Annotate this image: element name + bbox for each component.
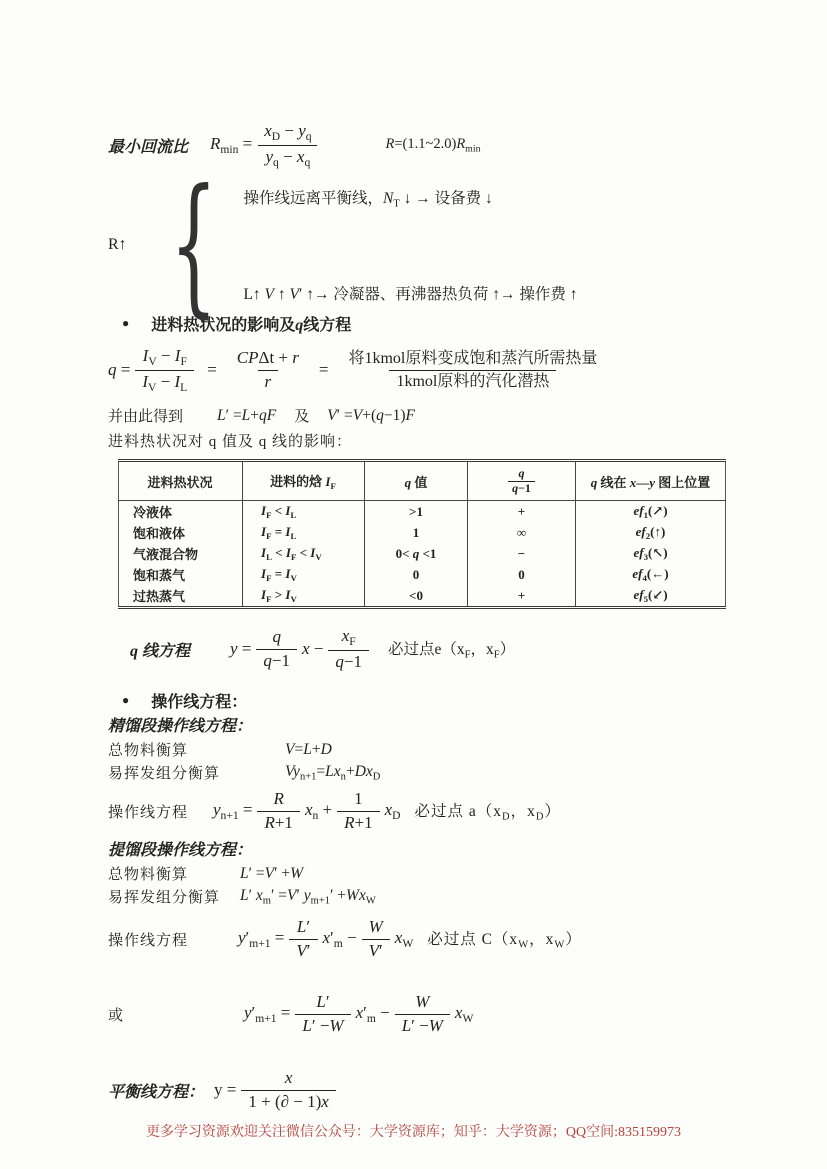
alt-frac1 [295, 991, 350, 1037]
cell-q-value: 0< q <1 [365, 543, 468, 564]
table-row [119, 501, 726, 523]
rect-op-lhs: $y_{n+1}$ = [213, 799, 253, 823]
qline-frac1-num: q [272, 627, 281, 647]
qline-frac2-num: $x_F$ [341, 625, 356, 648]
qline-frac1-den: q−1 [256, 649, 297, 672]
stripping-title: 提馏段操作线方程： [108, 842, 253, 859]
alt-frac1-num: L′ [316, 992, 330, 1012]
cell-enthalpy: $I_L < I_F < I_V$ [243, 543, 365, 564]
rectifying-component-balance [108, 761, 720, 784]
component-balance-formula: $Vy_{n+1}=Lx_n+Dx_D$ [285, 762, 381, 783]
header-q-fraction [508, 467, 535, 496]
cell-enthalpy: $I_F = I_V$ [243, 564, 365, 585]
q-eq-frac3-den: 1kmol原料的汽化潜热 [389, 370, 556, 392]
bullet-icon: ● [122, 693, 130, 707]
rmin-fraction [257, 120, 318, 171]
rect-op-mid: $x_n$ + [304, 799, 333, 823]
q-eq-equals1: = [207, 360, 217, 379]
cell-feed-type: 过热蒸气 [133, 589, 186, 604]
alt-frac2 [395, 991, 450, 1037]
equil-lhs: y = [214, 1080, 237, 1099]
cell-feed-type: 气液混合物 [133, 547, 199, 562]
table-row [119, 564, 726, 585]
rect-op-frac1 [257, 788, 299, 834]
strip-op-frac2-den: V′ [362, 939, 390, 962]
header-q-fraction-den: q−1 [508, 481, 535, 496]
component-balance-formula: L′ $x_m' =V'$ $y_{m+1}' +Wx_W$ [240, 886, 376, 907]
strip-op-frac2-num: W [368, 917, 383, 937]
cell-q-value: >1 [365, 501, 468, 523]
qline-lhs: y = [230, 639, 252, 658]
rmin-label: 最小回流比 [108, 138, 189, 156]
r-effect-lines [243, 186, 577, 304]
table-row [119, 543, 726, 564]
cell-enthalpy: $I_F < I_L$ [243, 501, 365, 523]
cell-enthalpy: $I_F > I_V$ [243, 585, 365, 608]
feed-condition-table [118, 459, 726, 609]
page-content [108, 112, 720, 1118]
qline-label: q 线方程 [130, 642, 191, 660]
strip-op-frac1-num: L′ [296, 917, 311, 937]
table-header-row [119, 461, 726, 501]
rect-op-frac1-den: R+1 [257, 811, 299, 834]
cell-q-value: 1 [365, 522, 468, 543]
rmin-lhs: $R_{min}$ = [210, 133, 253, 157]
operating-line-label: 操作线方程 [108, 804, 189, 821]
alt-frac2-num: W [415, 992, 430, 1012]
header-q-fraction-num: q [518, 465, 525, 480]
q-eq-equals2: = [318, 360, 329, 379]
cell-q-ratio: ∞ [468, 522, 576, 543]
rect-passing-point: 必过点 $a(x_D$，$x_D$） [414, 803, 561, 823]
reflux-ratio-note: $R=(1.1\sim 2.0)R_{min}$ [385, 135, 481, 155]
q-eq-frac1 [135, 345, 194, 396]
or-label: 或 [108, 1007, 124, 1024]
cell-q-value: 0 [365, 564, 468, 585]
equilibrium-label: 平衡线方程： [108, 1083, 205, 1101]
rect-op-rhs: $x_D$ [384, 799, 401, 823]
rect-op-frac2-den: R+1 [337, 811, 379, 834]
component-balance-label: 易挥发组分衡算 [108, 766, 221, 782]
cell-feed-type: 饱和液体 [133, 526, 186, 541]
total-balance-formula: L′ =V′ +W [240, 864, 304, 882]
q-eq-frac3 [341, 348, 604, 391]
strip-op-lhs: $y'_{m+1}$ = [238, 927, 285, 951]
cell-qline-position: $ef_4(\leftarrow)$ [576, 564, 726, 585]
q-eq-lhs: q = [108, 360, 131, 379]
q-definition-equation [108, 341, 720, 399]
strip-op-rhs: $x_W$ [394, 927, 414, 951]
q-eq-frac2 [230, 347, 306, 393]
section-operating-lines [122, 689, 720, 712]
component-balance-label: 易挥发组分衡算 [108, 890, 221, 906]
cell-q-value: <0 [365, 585, 468, 608]
header-q-value: q 值 [365, 461, 468, 501]
header-feed-condition: 进料热状况 [119, 461, 243, 501]
rmin-numerator: $x_D - y_q$ [264, 120, 312, 143]
alt-rhs: $x_W$ [454, 1002, 474, 1026]
derived-and: 及 [294, 409, 310, 425]
cell-q-ratio: − [468, 543, 576, 564]
derived-intro: 并由此得到 [108, 409, 184, 425]
total-balance-label: 总物料衡算 [108, 867, 189, 883]
rectifying-total-balance [108, 738, 720, 761]
stripping-component-balance [108, 885, 720, 908]
cell-q-ratio: + [468, 501, 576, 523]
q-eq-frac3-num: 将1kmol原料变成饱和蒸汽所需热量 [348, 350, 598, 368]
qline-equation-row [108, 623, 720, 675]
rectifying-section [108, 716, 720, 836]
table-intro: 进料热状况对 q 值及 q 线的影响： [108, 434, 353, 450]
strip-passing-point: 必过点 $C(x_W$，$x_W$） [427, 931, 582, 951]
strip-op-mid: $x'_m$ − [322, 927, 357, 951]
strip-op-frac1 [289, 916, 317, 962]
equil-numerator: x [284, 1068, 293, 1088]
table-row [119, 585, 726, 608]
cell-qline-position: $ef_2(↑)$ [576, 522, 726, 543]
operating-line-label: 操作线方程 [108, 932, 189, 949]
rmin-denominator: $y_q - x_q$ [258, 145, 317, 171]
derived-formula-2: V′ =V+(q−1)F [327, 406, 415, 424]
cell-qline-position: $ef_5(↙)$ [576, 585, 726, 608]
rectifying-operating-line [108, 786, 720, 836]
qline-passing-point: 必过点$e(x_F$，$x_F$） [387, 641, 516, 661]
derived-formula-1: L′ =L+qF [217, 406, 277, 424]
qline-frac2 [328, 625, 369, 673]
stripping-section [108, 840, 720, 964]
rect-op-frac1-num: R [273, 789, 284, 809]
cell-qline-position: $ef_3(↖)$ [576, 543, 726, 564]
alt-lhs: $y'_{m+1}$ = [244, 1002, 291, 1026]
cell-q-ratio: 0 [468, 564, 576, 585]
promo-footer: 更多学习资源欢迎关注微信公众号：大学资源库；知乎：大学资源；QQ空间:835159973 [145, 1125, 682, 1140]
q-eq-frac1-den: $I_V - I_L$ [135, 370, 194, 396]
cell-enthalpy: $I_F = I_L$ [243, 522, 365, 543]
header-feed-enthalpy: 进料的焓 $I_F$ [243, 461, 365, 501]
cell-feed-type: 冷液体 [133, 505, 173, 520]
r-effect-line-operation: L↑ V ↑ V′ ↑→ 冷凝器、再沸器热负荷 ↑→ 操作费 ↑ [243, 286, 578, 303]
table-row [119, 522, 726, 543]
brace-icon: { [169, 158, 218, 332]
qline-frac2-den: q−1 [328, 650, 369, 673]
r-up-label: R↑ [108, 236, 127, 253]
alt-mid: $x'_m$ − [355, 1002, 390, 1026]
cell-q-ratio: + [468, 585, 576, 608]
equilibrium-line-equation [108, 1062, 720, 1118]
section-operating-lines-title: 操作线方程： [151, 694, 248, 711]
q-eq-frac2-num: CPΔt + r [236, 348, 299, 368]
stripping-total-balance [108, 862, 720, 885]
header-qline-position: q 线在 x—y 图上位置 [576, 461, 726, 501]
rect-op-frac2-num: 1 [354, 789, 363, 809]
q-eq-frac2-den: r [258, 370, 279, 393]
alt-frac1-den: L′ −W [295, 1014, 350, 1037]
derived-relations-line [108, 405, 720, 426]
q-eq-frac1-num: $I_V - I_F$ [142, 345, 187, 368]
strip-op-frac2 [362, 916, 390, 962]
qline-mid: x − [301, 639, 324, 658]
equil-fraction [241, 1067, 335, 1113]
alternative-operating-line [108, 986, 720, 1042]
qline-frac1 [256, 626, 297, 672]
total-balance-formula: V=L+D [285, 740, 332, 758]
rect-op-frac2 [337, 788, 379, 834]
header-q-over-q-minus-1 [468, 461, 576, 501]
bullet-icon: ● [122, 316, 130, 330]
stripping-operating-line [108, 914, 720, 964]
r-effect-line-equipment: 操作线远离平衡线，$N_T$ ↓ → 设备费 ↓ [243, 190, 493, 210]
cell-qline-position: $ef_1(↗)$ [576, 501, 726, 523]
total-balance-label: 总物料衡算 [108, 743, 189, 759]
equil-denominator: 1 + (∂ − 1)x [241, 1090, 335, 1113]
cell-feed-type: 饱和蒸气 [133, 568, 186, 583]
rectifying-title: 精馏段操作线方程： [108, 718, 253, 735]
alt-frac2-den: L′ −W [395, 1014, 450, 1037]
section-feed-condition-title: 进料热状况的影响及q线方程 [151, 317, 352, 334]
strip-op-frac1-den: V′ [289, 939, 317, 962]
